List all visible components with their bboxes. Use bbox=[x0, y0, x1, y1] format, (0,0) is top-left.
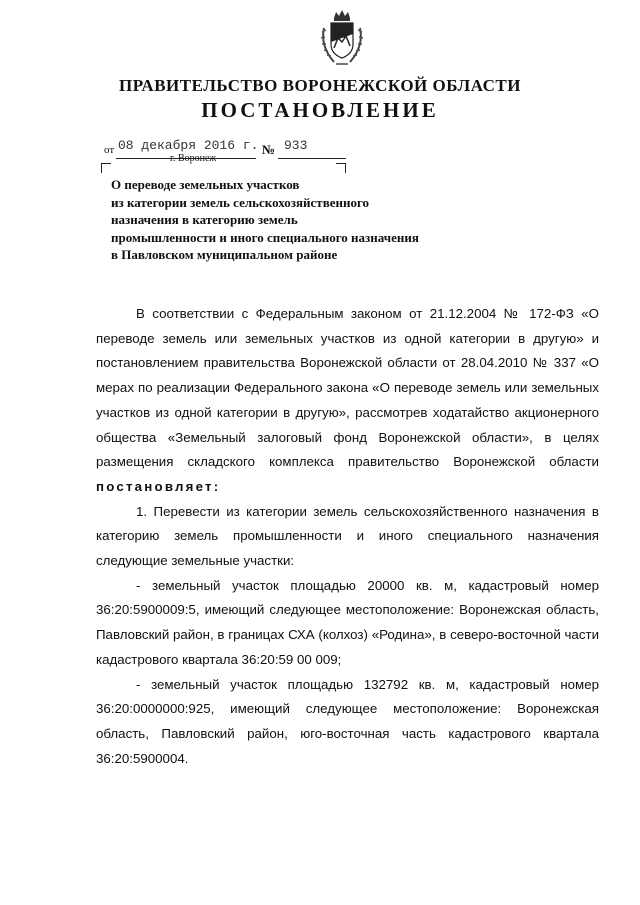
document-subject bbox=[111, 176, 491, 264]
subject-bracket-right bbox=[336, 163, 346, 173]
number-value: 933 bbox=[284, 138, 308, 153]
number-prefix: № bbox=[262, 142, 276, 157]
date-value: 08 декабря 2016 г. bbox=[118, 138, 259, 153]
coat-of-arms-icon bbox=[316, 8, 368, 68]
document-body bbox=[96, 302, 599, 771]
date-prefix: от bbox=[104, 144, 115, 156]
preamble-text: В соответствии с Федеральным законом от 21.12.2004 № 172-ФЗ «О переводе земель или земельных участков из одной категории в другую» и постановлением правительства Воронежской области от 28.04.2010 № 337 «О мерах по реализации Федерального закона «О переводе земель или земельных участков из одной категории в другую», рассмотрев ходатайство акционерного общества «Земельный залоговый фонд Воронежской области», в целях размещения складского комплекса правительство Воронежской области bbox=[96, 306, 599, 470]
preamble-paragraph bbox=[96, 302, 599, 500]
document-type: ПОСТАНОВЛЕНИЕ bbox=[201, 98, 439, 122]
subject-bracket-left bbox=[101, 163, 111, 173]
plot-1-paragraph: - земельный участок площадью 20000 кв. м, кадастровый номер 36:20:5900009:5, имеющий следующее местоположение: Воронежская область, Павловский район, в границах СХА (колхоз) «Родина», в северо-восточной части кадастрового квартала 36:20:59 00 009; bbox=[96, 577, 599, 667]
plot-2-paragraph: - земельный участок площадью 132792 кв. м, кадастровый номер 36:20:0000000:925, имеющий следующее местоположение: Воронежская область, Павловский район, юго-восточная часть кадастрового квартала 36:20:5900004. bbox=[96, 676, 599, 766]
city-label: г. Воронеж bbox=[170, 153, 217, 164]
subject-line: назначения в категорию земель bbox=[111, 212, 298, 227]
subject-line: из категории земель сельскохозяйственного bbox=[111, 194, 370, 210]
subject-line: О переводе земельных участков bbox=[111, 177, 300, 192]
subject-line: промышленности и иного специального назначения bbox=[111, 229, 419, 245]
government-title: ПРАВИТЕЛЬСТВО ВОРОНЕЖСКОЙ ОБЛАСТИ bbox=[118, 76, 521, 95]
number-underline bbox=[278, 158, 346, 159]
decree-word: постановляет: bbox=[96, 478, 221, 494]
subject-line: в Павловском муниципальном районе bbox=[111, 247, 338, 262]
item-1-paragraph: 1. Перевести из категории земель сельскохозяйственного назначения в категорию земель промышленности и иного специального назначения следующие земельные участки: bbox=[96, 503, 599, 569]
